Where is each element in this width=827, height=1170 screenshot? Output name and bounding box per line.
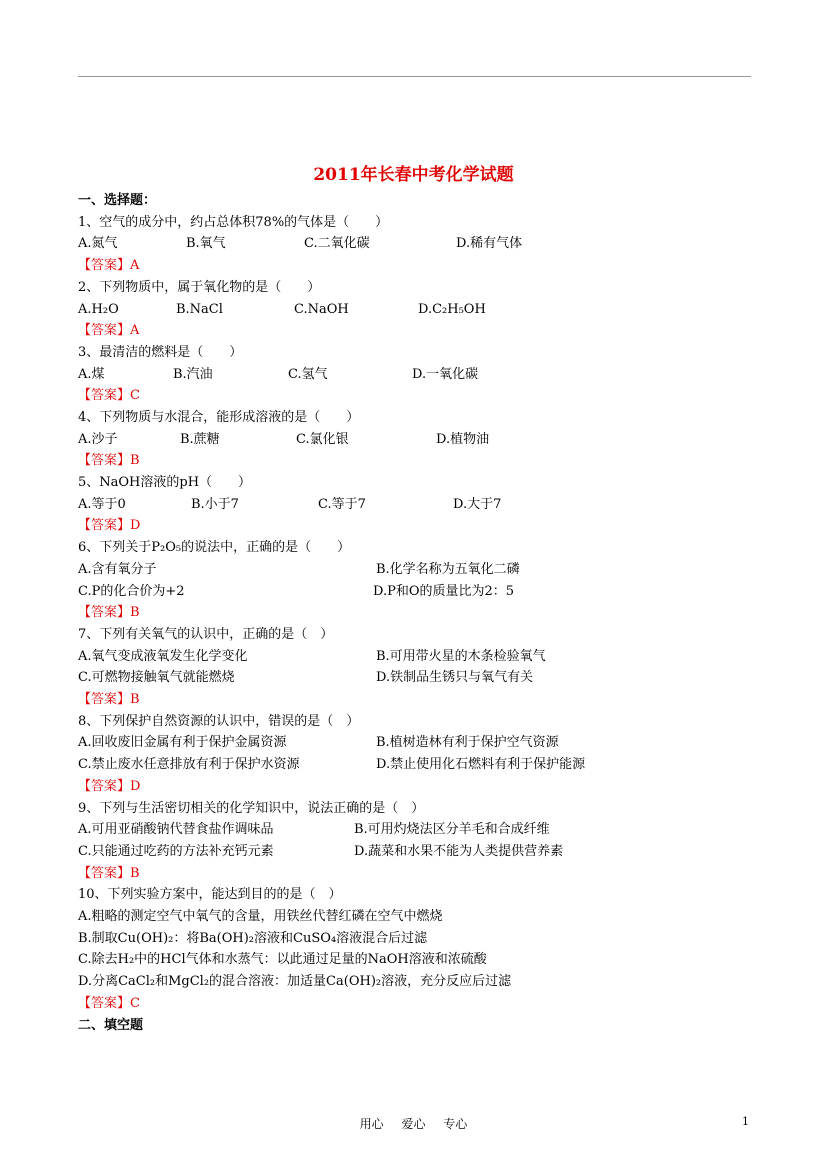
option-d: D.分离CaCl₂和MgCl₂的混合溶液：加适量Ca(OH)₂溶液，充分反应后过滤 xyxy=(78,974,512,990)
option-c: C.等于7 xyxy=(318,496,366,512)
answer-value: B xyxy=(130,865,140,881)
question-stem: 8、下列保护自然资源的认识中，错误的是（ ） xyxy=(78,713,360,729)
question-stem: 7、下列有关氧气的认识中，正确的是（ ） xyxy=(78,626,334,642)
answer-label: 【答案】 xyxy=(78,605,131,621)
answer-value: B xyxy=(130,692,140,708)
option-d: D.C₂H₅OH xyxy=(418,301,486,317)
option-d: D.P和O的质量比为2：5 xyxy=(373,583,515,599)
answer-label: 【答案】 xyxy=(78,518,131,534)
option-c: C.可燃物接触氧气就能燃烧 xyxy=(78,670,235,686)
answer-line xyxy=(78,450,758,472)
answer-line xyxy=(78,993,758,1015)
question-options xyxy=(78,233,758,255)
option-d: D.蔬菜和水果不能为人类提供营养素 xyxy=(354,843,564,859)
answer-line xyxy=(78,385,758,407)
page-title: 2011年长春中考化学试题 xyxy=(313,165,514,185)
option-a: A.氧气变成液氧发生化学变化 xyxy=(78,648,248,664)
page-number: 1 xyxy=(742,1115,749,1128)
option-b: B.汽油 xyxy=(173,366,213,382)
answer-line xyxy=(78,863,758,885)
option-c: C.只能通过吃药的方法补充钙元素 xyxy=(78,843,274,859)
question-options xyxy=(78,667,758,689)
answer-label: 【答案】 xyxy=(78,323,131,339)
question-options xyxy=(78,429,758,451)
section-heading-fill: 二、填空题 xyxy=(78,1017,144,1033)
question-options xyxy=(78,581,758,603)
question-options xyxy=(78,646,758,668)
option-c: C.P的化合价为+2 xyxy=(78,583,185,599)
option-d: D.植物油 xyxy=(436,431,490,447)
question-stem: 6、下列关于P₂O₅的说法中，正确的是（ ） xyxy=(78,540,351,556)
question-options xyxy=(78,494,758,516)
question-options xyxy=(78,754,758,776)
option-c: C.氢气 xyxy=(288,366,328,382)
document-body xyxy=(78,190,758,1036)
option-a: A.粗略的测定空气中氧气的含量，用铁丝代替红磷在空气中燃烧 xyxy=(78,909,443,924)
option-a: A.氮气 xyxy=(78,236,118,252)
option-b: B.制取Cu(OH)₂：将Ba(OH)₂溶液和CuSO₄溶液混合后过滤 xyxy=(78,930,428,946)
question-stem: 2、下列物质中，属于氧化物的是（ ） xyxy=(78,279,321,295)
option-b: B.氧气 xyxy=(186,236,226,252)
option-a: A.含有氧分子 xyxy=(78,561,157,577)
option-a: A.H₂O xyxy=(78,301,119,317)
answer-label: 【答案】 xyxy=(78,692,131,708)
question-options xyxy=(78,841,758,863)
answer-value: C xyxy=(130,995,140,1011)
question-options xyxy=(78,299,758,321)
answer-label: 【答案】 xyxy=(78,258,131,274)
option-a: A.沙子 xyxy=(78,431,118,447)
question-stem: 5、NaOH溶液的pH（ ） xyxy=(78,475,252,491)
answer-value: C xyxy=(130,388,140,404)
answer-line xyxy=(78,689,758,711)
option-b: B.化学名称为五氧化二磷 xyxy=(376,561,520,577)
question-options xyxy=(78,364,758,386)
answer-line xyxy=(78,515,758,537)
answer-value: A xyxy=(130,323,140,339)
answer-label: 【答案】 xyxy=(78,865,131,881)
option-b: B.可用带火星的木条检验氧气 xyxy=(376,648,546,664)
answer-value: B xyxy=(130,453,140,469)
option-a: A.可用亚硝酸钠代替食盐作调味品 xyxy=(78,822,274,838)
answer-value: D xyxy=(130,518,141,534)
answer-label: 【答案】 xyxy=(78,995,131,1011)
question-stem: 3、最清洁的燃料是（ ） xyxy=(78,344,243,360)
option-b: B.植树造林有利于保护空气资源 xyxy=(376,735,559,751)
section-heading-choice: 一、选择题： xyxy=(78,193,157,208)
question-options xyxy=(78,559,758,581)
question-stem: 4、下列物质与水混合，能形成溶液的是（ ） xyxy=(78,409,360,425)
answer-line xyxy=(78,602,758,624)
option-d: D.禁止使用化石燃料有利于保护能源 xyxy=(376,757,586,773)
option-c: C.除去H₂中的HCl气体和水蒸气：以此通过足量的NaOH溶液和浓硫酸 xyxy=(78,952,487,968)
answer-label: 【答案】 xyxy=(78,388,131,404)
answer-line xyxy=(78,320,758,342)
option-c: C.禁止废水任意排放有利于保护水资源 xyxy=(78,757,300,773)
answer-label: 【答案】 xyxy=(78,453,131,469)
option-d: D.稀有气体 xyxy=(456,236,523,252)
option-c: C.二氧化碳 xyxy=(304,236,370,252)
option-a: A.回收废旧金属有利于保护金属资源 xyxy=(78,735,287,751)
option-d: D.铁制品生锈只与氧气有关 xyxy=(376,670,534,686)
answer-label: 【答案】 xyxy=(78,778,131,794)
option-c: C.NaOH xyxy=(294,301,349,317)
option-d: D.大于7 xyxy=(453,496,502,512)
option-b: B.可用灼烧法区分羊毛和合成纤维 xyxy=(354,822,550,838)
header-rule xyxy=(78,76,751,77)
option-b: B.NaCl xyxy=(176,301,223,317)
option-d: D.一氧化碳 xyxy=(412,366,479,382)
answer-line xyxy=(78,255,758,277)
answer-line xyxy=(78,776,758,798)
question-options xyxy=(78,819,758,841)
answer-value: B xyxy=(130,605,140,621)
option-b: B.蔗糖 xyxy=(180,431,220,447)
page-footer: 用心 爱心 专心 xyxy=(359,1117,468,1131)
option-a: A.等于0 xyxy=(78,496,126,512)
answer-value: D xyxy=(130,778,141,794)
question-stem: 1、空气的成分中，约占总体积78%的气体是（ ） xyxy=(78,214,389,230)
option-b: B.小于7 xyxy=(191,496,239,512)
option-a: A.煤 xyxy=(78,366,105,382)
option-c: C.氯化银 xyxy=(296,431,349,447)
question-options xyxy=(78,732,758,754)
answer-value: A xyxy=(130,258,140,274)
question-stem: 9、下列与生活密切相关的化学知识中，说法正确的是（ ） xyxy=(78,800,425,816)
question-stem: 10、下列实验方案中，能达到目的的是（ ） xyxy=(78,887,342,903)
